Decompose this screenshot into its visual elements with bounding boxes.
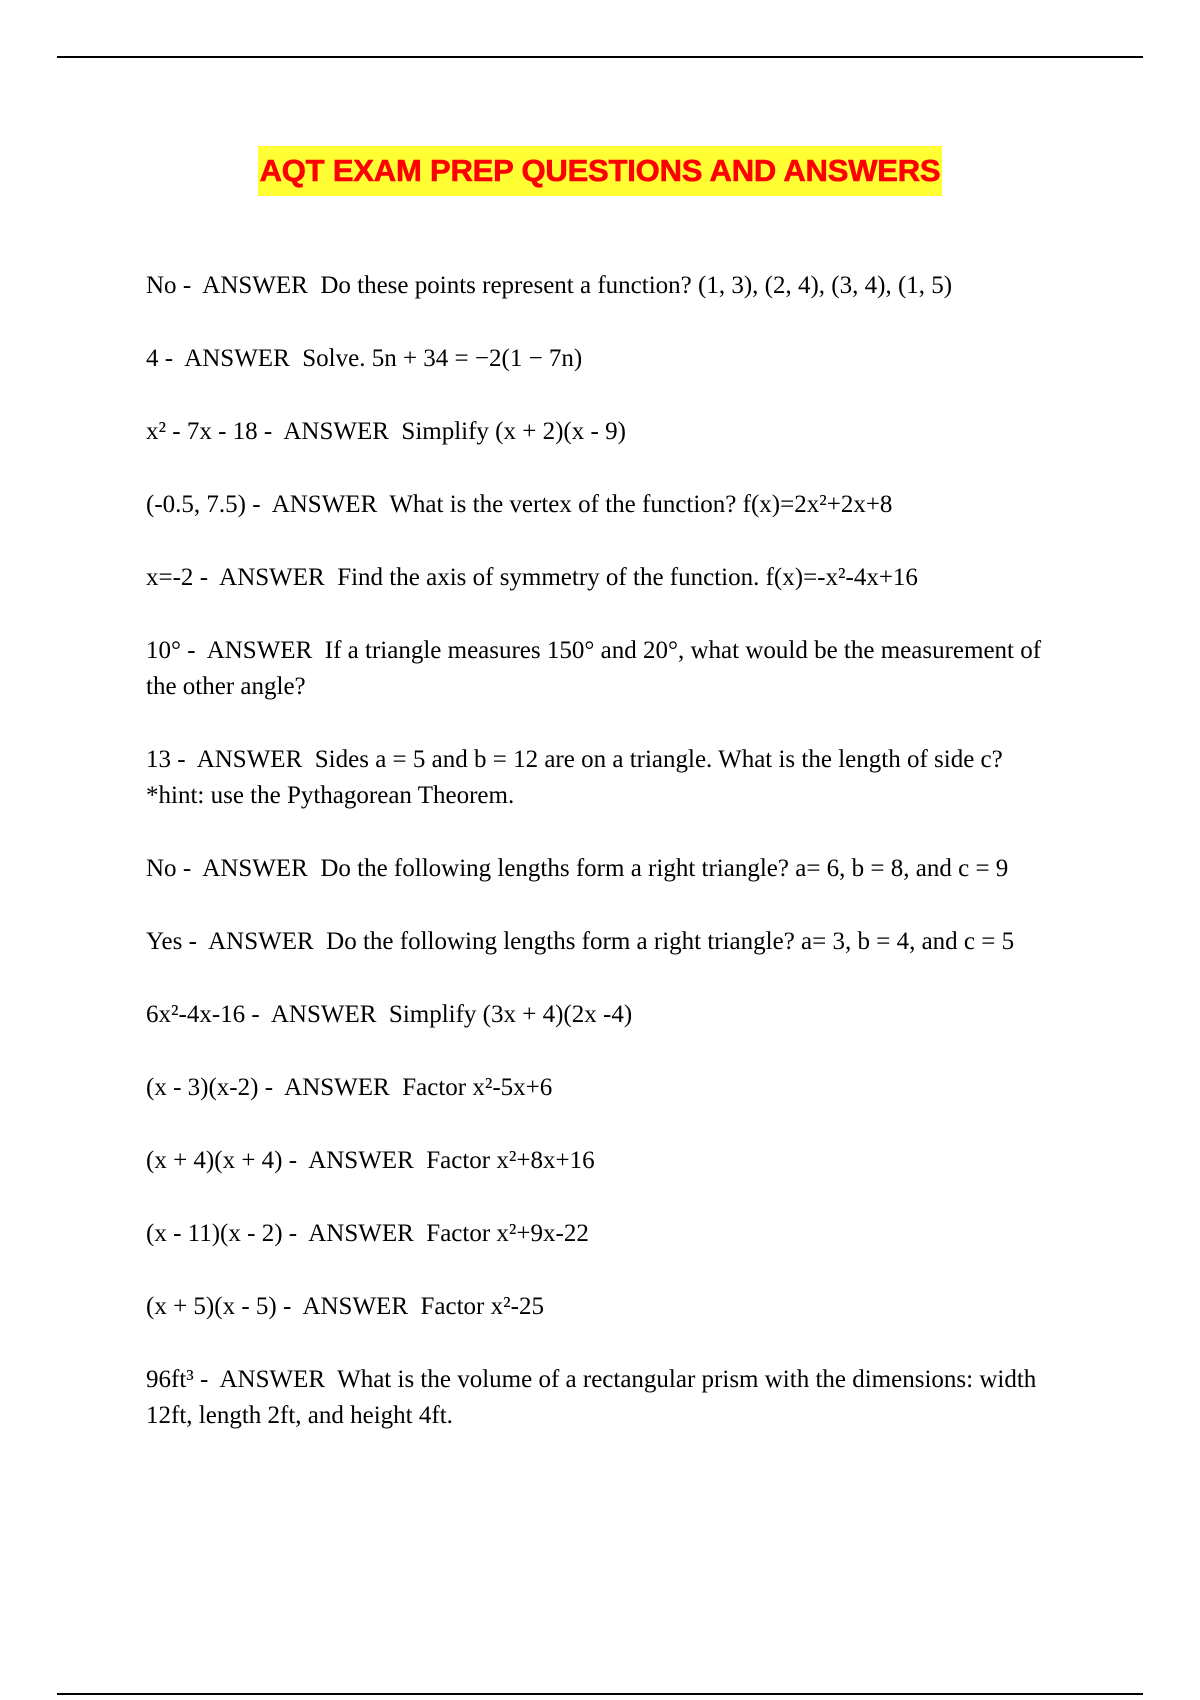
qa-item: [146, 414, 1046, 450]
separator: -: [158, 345, 185, 372]
question-text: Factor x²-5x+6: [402, 1074, 553, 1101]
answer-label: ANSWER: [184, 345, 290, 372]
separator: -: [181, 637, 207, 664]
answer-label: ANSWER: [196, 746, 303, 773]
qa-item: [146, 1362, 1046, 1434]
separator: -: [257, 418, 284, 445]
answer-text: 4: [146, 345, 159, 372]
qa-item: [146, 1216, 1046, 1252]
answer-label: ANSWER: [202, 855, 308, 882]
answer-text: 6x²-4x-16: [146, 1001, 246, 1028]
separator: -: [171, 746, 197, 773]
question-text: What is the volume of a rectangular prism with the dimensions: width 12ft, length 2ft, and height 4ft.: [146, 1366, 1037, 1429]
qa-item: [146, 633, 1046, 705]
answer-label: ANSWER: [283, 418, 389, 445]
answer-text: No: [146, 855, 177, 882]
answer-text: (x + 5)(x - 5): [146, 1293, 277, 1320]
question-text: Simplify (3x + 4)(2x -4): [388, 1001, 633, 1028]
answer-text: 96ft³: [146, 1366, 194, 1393]
answer-text: 13: [146, 746, 171, 773]
separator: -: [258, 1074, 285, 1101]
answer-text: No: [146, 272, 177, 299]
separator: -: [193, 1366, 220, 1393]
separator: -: [182, 928, 209, 955]
question-text: Solve. 5n + 34 = −2(1 − 7n): [302, 345, 583, 372]
separator: -: [276, 1293, 303, 1320]
answer-text: (x - 11)(x - 2): [146, 1220, 283, 1247]
answer-text: (-0.5, 7.5): [146, 491, 246, 518]
qa-item: [146, 1070, 1046, 1106]
answer-label: ANSWER: [284, 1074, 390, 1101]
question-text: Do the following lengths form a right triangle? a= 3, b = 4, and c = 5: [326, 928, 1015, 955]
qa-item: [146, 560, 1046, 596]
qa-item: [146, 487, 1046, 523]
answer-label: ANSWER: [308, 1220, 414, 1247]
question-text: If a triangle measures 150° and 20°, what would be the measurement of the other angle?: [146, 637, 1042, 700]
answer-label: ANSWER: [219, 564, 325, 591]
question-text: Find the axis of symmetry of the function. f(x)=-x²-4x+16: [337, 564, 918, 591]
answer-label: ANSWER: [202, 272, 308, 299]
answer-label: ANSWER: [302, 1293, 408, 1320]
qa-item: [146, 268, 1046, 304]
qa-item: [146, 997, 1046, 1033]
qa-item: [146, 851, 1046, 887]
answer-text: (x + 4)(x + 4): [146, 1147, 283, 1174]
qa-item: [146, 1289, 1046, 1325]
document-title: AQT EXAM PREP QUESTIONS AND ANSWERS: [258, 146, 943, 196]
separator: -: [245, 491, 272, 518]
qa-item: [146, 924, 1046, 960]
question-text: Do the following lengths form a right triangle? a= 6, b = 8, and c = 9: [320, 855, 1009, 882]
qa-item: [146, 742, 1046, 814]
answer-label: ANSWER: [271, 491, 378, 518]
answer-label: ANSWER: [208, 928, 314, 955]
qa-list: [146, 268, 1046, 1471]
top-rule: [57, 56, 1143, 58]
answer-text: x² - 7x - 18: [146, 418, 258, 445]
question-text: Sides a = 5 and b = 12 are on a triangle. What is the length of side c? *hint: use the Pythagorean Theorem.: [146, 746, 1003, 809]
question-text: Do these points represent a function? (1, 3), (2, 4), (3, 4), (1, 5): [320, 272, 953, 299]
question-text: Factor x²-25: [420, 1293, 544, 1320]
separator: -: [282, 1147, 309, 1174]
title-container: [0, 146, 1200, 196]
question-text: Factor x²+8x+16: [426, 1147, 595, 1174]
qa-item: [146, 341, 1046, 377]
answer-label: ANSWER: [308, 1147, 414, 1174]
answer-text: 10°: [146, 637, 181, 664]
answer-label: ANSWER: [206, 637, 313, 664]
answer-label: ANSWER: [270, 1001, 377, 1028]
bottom-rule: [57, 1693, 1143, 1695]
question-text: Simplify (x + 2)(x - 9): [401, 418, 626, 445]
separator: -: [176, 272, 203, 299]
separator: -: [282, 1220, 309, 1247]
separator: -: [245, 1001, 271, 1028]
qa-item: [146, 1143, 1046, 1179]
answer-text: Yes: [146, 928, 183, 955]
answer-text: (x - 3)(x-2): [146, 1074, 259, 1101]
question-text: What is the vertex of the function? f(x)=2x²+2x+8: [389, 491, 893, 518]
question-text: Factor x²+9x-22: [426, 1220, 589, 1247]
separator: -: [193, 564, 220, 591]
answer-label: ANSWER: [219, 1366, 326, 1393]
answer-text: x=-2: [146, 564, 194, 591]
separator: -: [176, 855, 203, 882]
